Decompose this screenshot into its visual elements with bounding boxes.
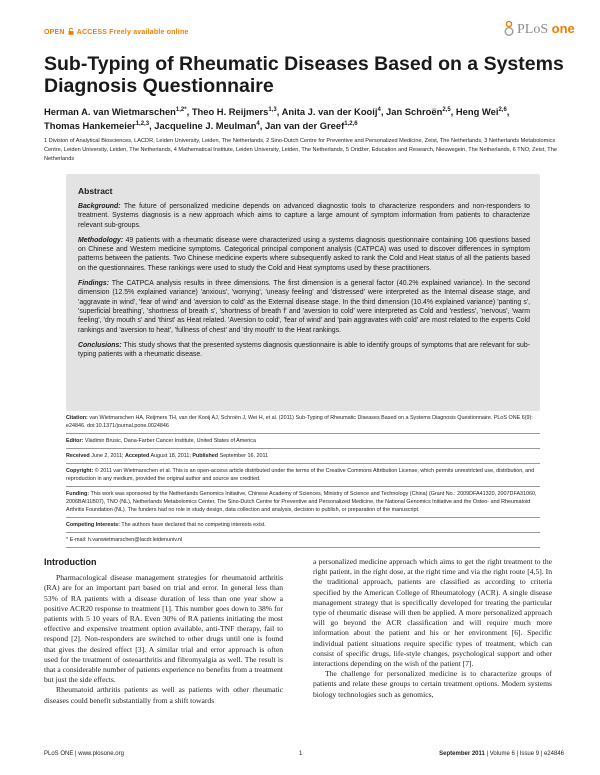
abstract-conclusions: Conclusions: This study shows that the presented systems diagnosis questionnaire is able to identify groups of symptoms that are relevant for sub-typing patients with a rheumatic disease. (78, 341, 530, 359)
copyright: Copyright: © 2011 van Wietmarschen et al. This is an open-access article distributed under the terms of the Creative Commons Attribution License, which permits unrestricted use, distribution, and reproduction in any medium, provided the original author and source are credited. (66, 468, 535, 482)
logo-one-text: one (551, 21, 575, 36)
open-lock-icon (68, 28, 74, 35)
page-number: 1 (299, 751, 303, 757)
abstract-methodology: Methodology: 49 patients with a rheumatic disease were characterized using a systems diagnosis questionnaire containing 106 questions based on Chinese and Western medicine symptoms. Categorical principal component analysis (CATPCA) was used to discover differences in symptom patterns between the patients. Two Chinese medicine experts where subsequently asked to rank the Cold and Heat status of all the patients based on the questionnaires. These rankings were used to study the Cold and Heat symptoms used by these practitioners. (78, 236, 530, 272)
author: Theo H. Reijmers$^{1,3}$, (191, 106, 280, 118)
abstract-findings: Findings: The CATPCA analysis results in three dimensions. The first dimension is a general factor (40.2% explained variance). In the second dimension (12.5% explained variance) 'anxious', 'worrying', 'uneasy feeling' and 'distressed' were interpreted as the Internal disease stage, and 'aggravate in wind', 'fear of wind' and 'aversion to cold' as the External disease stage. In the third dimension (10.4% explained variance) 'panting s', 'superficial breathing', 'shortness of breath s', 'shortness of breath f' and 'aversion to cold' were interpreted as Cold and 'restless', 'nervous', 'warm feeling', 'dry mouth s' and 'thirst' as Heat related. 'Aversion to cold', 'fear of wind' and 'pain aggravates with cold' are most related to the experts Cold rankings and 'aversion to heat', 'fullness of chest' and 'dry mouth' to the Heat rankings. (78, 280, 530, 334)
open-label: OPEN (44, 29, 65, 36)
plos-one-logo (499, 17, 575, 41)
author: Thomas Hankemeier$^{1,2,3}$, (44, 120, 152, 132)
divider (66, 547, 540, 548)
author: Herman A. van Wietmarschen$^{1,2*}$, (44, 106, 190, 118)
abstract-box (66, 174, 540, 411)
citation: Citation: van Wietmarschen HA, Reijmers TH, van der Kooij AJ, Schroën J, Wei H, et al. (2011) Sub-Typing of Rheumatic Diseases Based on a Systems Diagnosis Questionnaire. PLoS ONE 6(9): e24846. doi:10.1371/journal.pone.0024846 (66, 415, 533, 429)
author: Jacqueline J. Meulman$^4$, (154, 120, 263, 132)
body-column-right (313, 557, 552, 700)
affiliations: 1 Division of Analytical Biosciences, LACDR, Leiden University, Leiden, The Netherlands, 2 Sino-Dutch Centre for Preventive and Personalized Medicine, Zeist, The Netherlands, 3 Netherlands Metabolomics Centre, Leiden University, Leiden, The Netherlands, 4 Mathematical Institute, Leiden University, Leiden, The Netherlands, 5 Oridžer, Education and Research, Nieuwegein, The Netherlands, 6 TNO, Zeist, The Netherlands (44, 138, 557, 162)
author: Jan Schroën$^{2,5}$, (386, 106, 454, 118)
intro-paragraph-4: The challenge for personalized medicine is to characterize groups of patients and relate these groups to certain treatment options. Modern systems biology technologies such as genomics, (313, 669, 552, 699)
article-title: Sub-Typing of Rheumatic Diseases Based on a Systems Diagnosis Questionnaire (44, 53, 564, 97)
abstract-background: Background: The future of personalized medicine depends on advanced diagnostic tools to characterize responders and non-responders to treatment. Systems diagnosis is a new approach which aims to capture a large amount of symptom information from patients to characterize relevant sub-groups. (78, 203, 530, 229)
author: Jan van der Greef$^{1,2,6}$ (264, 120, 358, 132)
competing-interests: Competing Interests: The authors have declared that no competing interests exist. (66, 522, 266, 528)
abstract-heading: Abstract (78, 186, 113, 196)
editor: Editor: Vladimir Brusic, Dana-Farber Cancer Institute, United States of America (66, 438, 256, 444)
author-list (44, 104, 560, 132)
freely-available-label: Freely available online (109, 29, 189, 36)
page-footer (44, 751, 564, 763)
corresponding-email[interactable]: * E-mail: h.vanwietmarschen@lacdr.leidenuniv.nl (66, 537, 183, 543)
plos-logo-mark-icon (503, 20, 515, 38)
author: Heng Wei$^{2,6}$, (455, 106, 510, 118)
body-column-left (44, 557, 283, 706)
journal-header (0, 0, 600, 44)
footer-issue-info: September 2011 | Volume 6 | Issue 9 | e24846 (439, 751, 564, 757)
funding: Funding: This work was sponsored by the Netherlands Genomics Initiative, Chinese Academy of Sciences, Ministry of Science and Technology (China) (Grant No.: 2009DFA41320, 2007DFA31060, 2006BAI11B07), TNO (NL), Netherlands Metabolomics Center, The Sino-Dutch Centre for Preventive and Personalized Medicine, the National Genomics Initiative and the Osteo- and Rheumatoid Arthritis Foundation (NL). The funders had no role in study design, data collection and analysis, decision to publish, or preparation of the manuscript. (66, 491, 537, 513)
intro-paragraph-2: Rheumatoid arthritis patients as well as patients with other rheumatic diseases could benefit substantially from a shift towards (44, 685, 283, 705)
article-metadata (66, 411, 540, 548)
logo-plos-text: PLoS (517, 22, 549, 37)
dates: Received June 2, 2011; Accepted August 18, 2011; Published September 16, 2011 (66, 453, 269, 459)
footer-journal[interactable]: PLoS ONE | www.plosone.org (44, 751, 124, 757)
author: Anita J. van der Kooij$^4$, (281, 106, 384, 118)
introduction-heading: Introduction (44, 557, 97, 567)
intro-paragraph-1: Pharmacological disease management strategies for rheumatoid arthritis (RA) are for an important part based on trial and error. In general less than 53% of RA patients with a disease duration of less than one year show a positive ACR20 response to treatment [1]. This number goes down to 38% for patients with 5 10 years of RA. Even 30% of RA patients initiating the most effective and expensive treatment option available, anti-TNF therapy, fail to respond [2]. Non-responders are switched to other drugs until one is found that gives the desired effect [3]. A similar trial and error approach is often used for the treatment of osteoarthritis and fibromyalgia as well. The result is that a considerable number of patients experience no benefits from a treatment but just the side effects. (44, 573, 283, 685)
intro-paragraph-3: a personalized medicine approach which aims to get the right treatment to the right patient, in the right dose, at the right time and via the right route [4,5]. In the traditional approach, patients are classified as according to criteria specified by the American College of Rheumatology (ACR). A single disease management strategy that is specifically developed for treating the particular type of rheumatic disease will then be applied. A more personalized approach will go beyond the ACR classification and will require much more information about the patient and his or her environment [6]. Specific individual patient situations require specific types of treatment, which can consist of specific drugs, life-style changes, psychological support and other interactions depending on the wish of the patient [7]. (313, 557, 552, 669)
access-label: ACCESS (76, 29, 108, 36)
open-access-badge (44, 28, 189, 36)
